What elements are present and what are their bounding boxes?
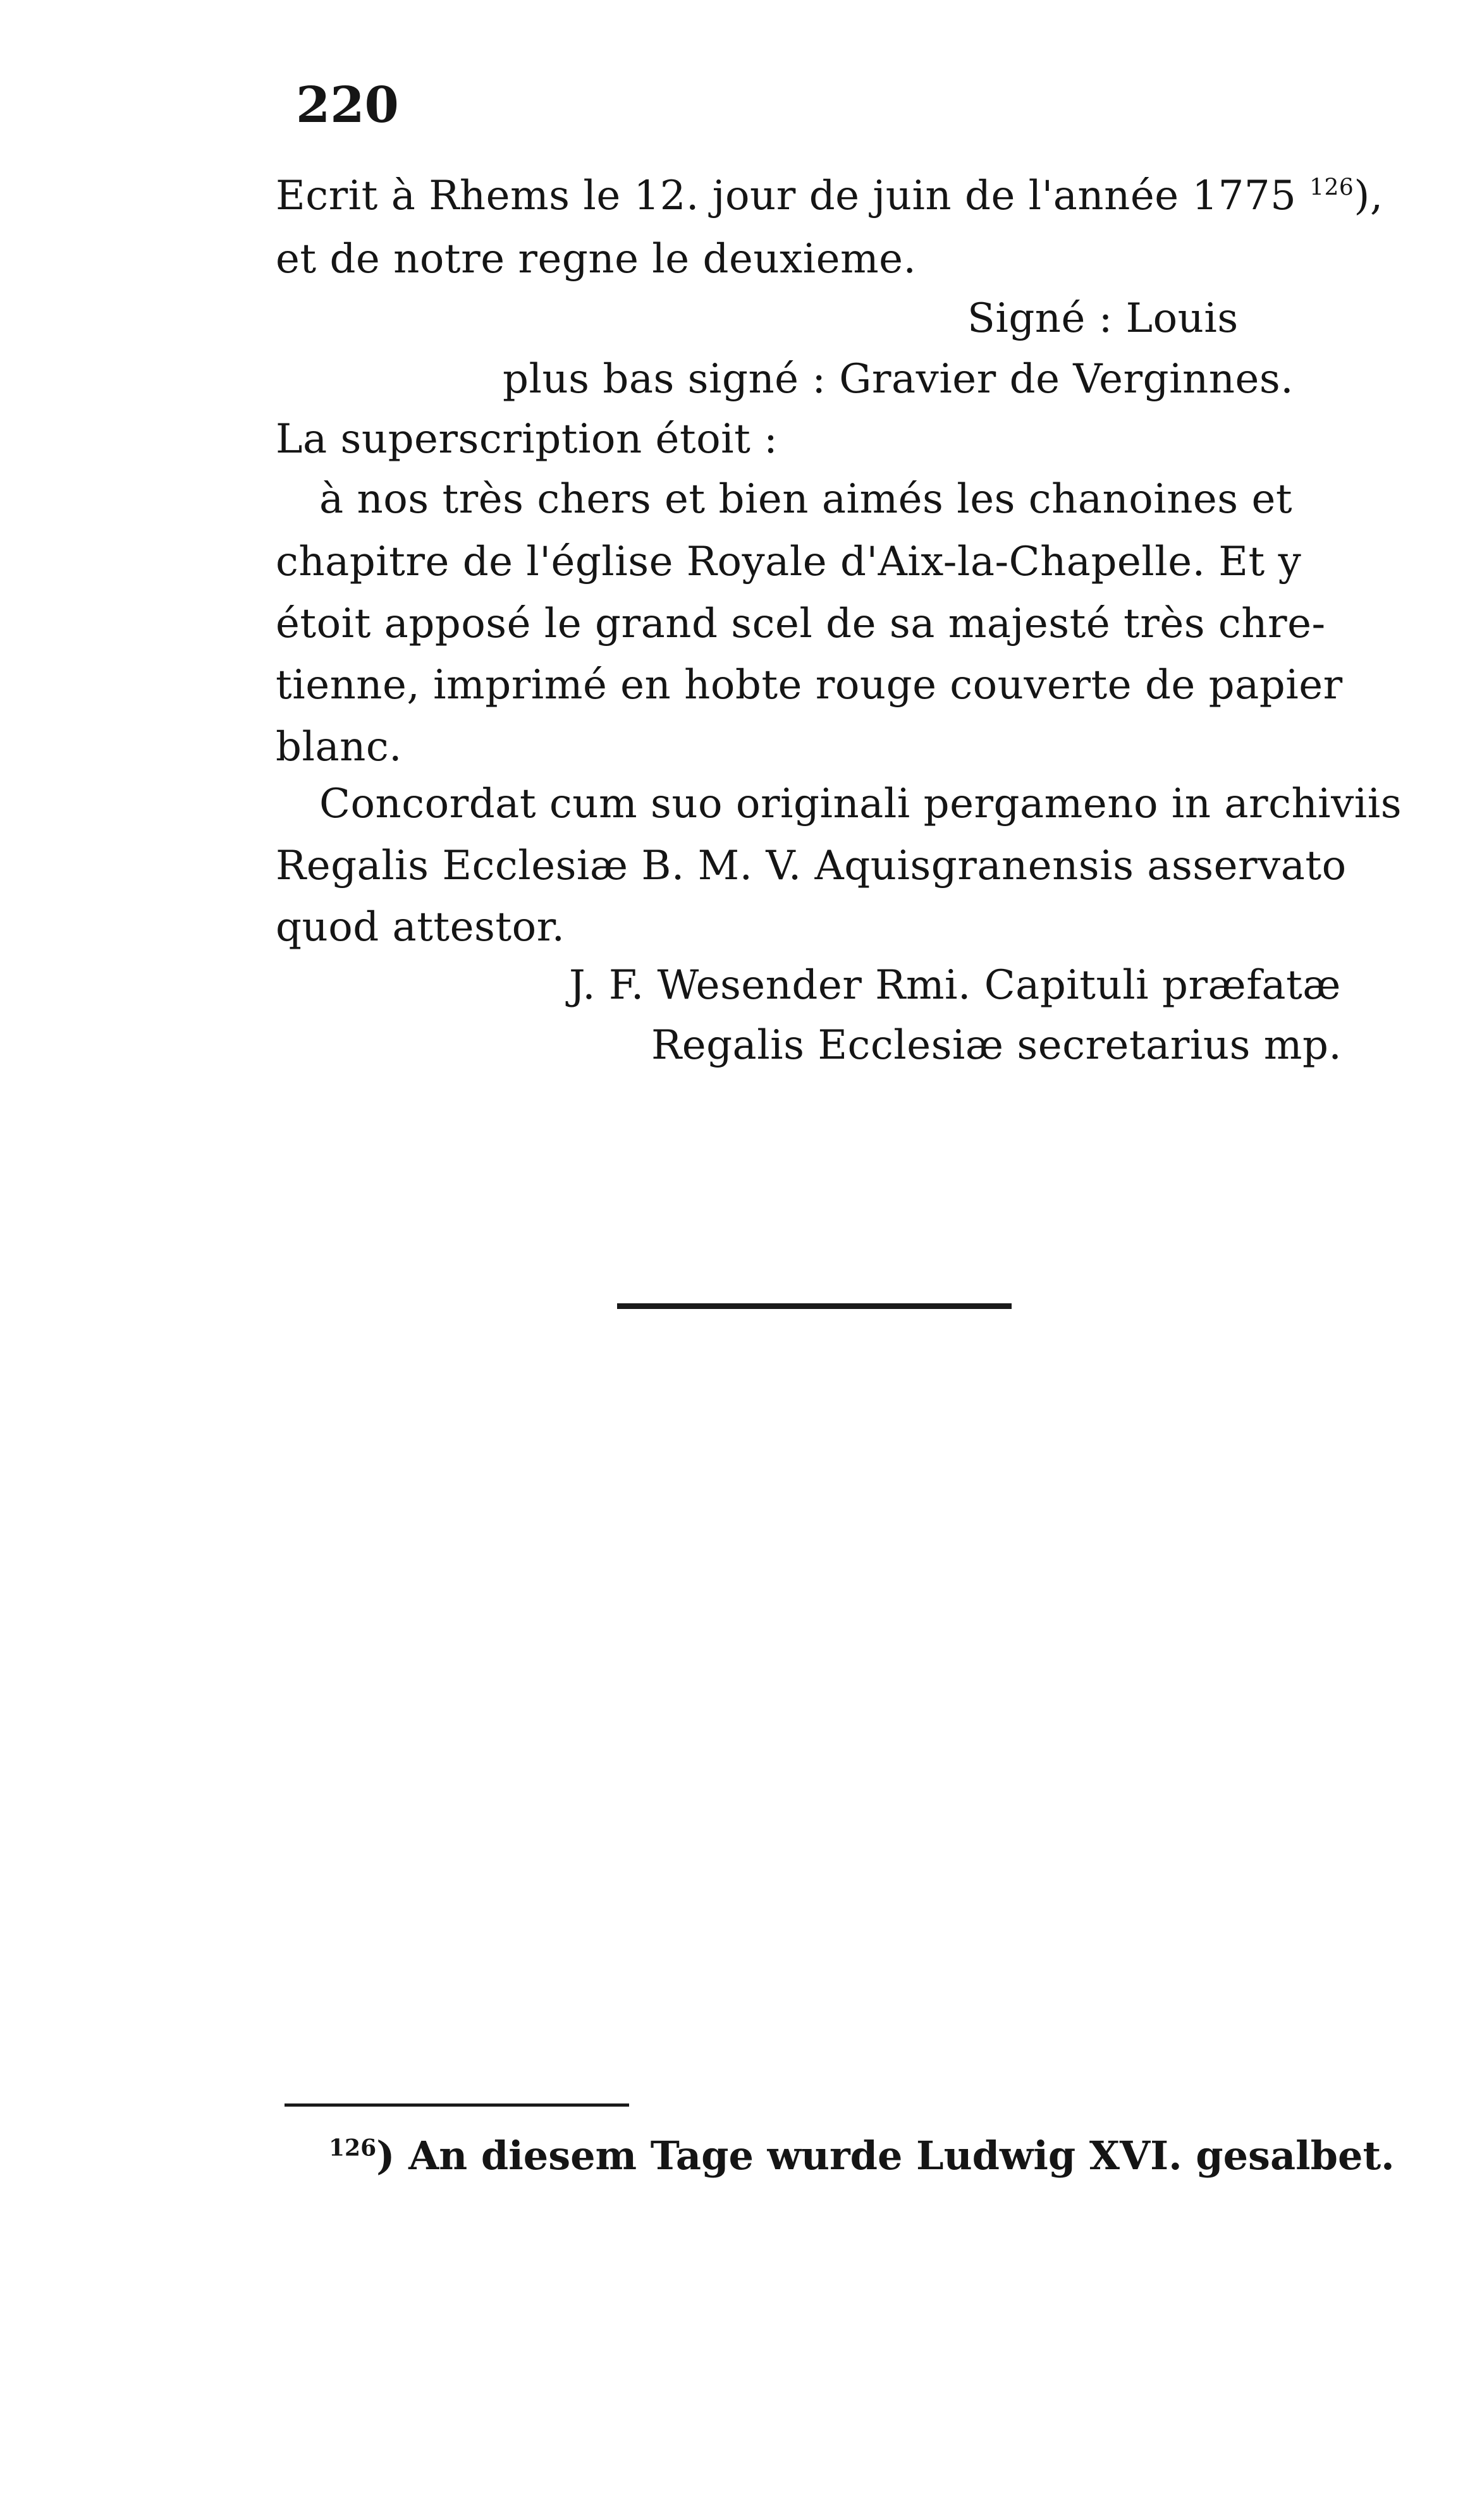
footnote-reference: 126 — [1309, 174, 1354, 201]
text-line-content: Ecrit à Rhems le 12. jour de juin de l'année 1775 — [276, 173, 1297, 219]
text-line-tail: ), — [1354, 173, 1383, 219]
footnote-number: 126 — [329, 2134, 377, 2162]
text-line: étoit apposé le grand scel de sa majesté très chre- — [276, 600, 1326, 647]
text-line: blanc. — [276, 724, 402, 770]
attestation-line: Regalis Ecclesiæ secretarius mp. — [651, 1022, 1342, 1069]
page-number: 220 — [296, 76, 399, 134]
text-line: Concordat cum suo originali pergameno in archiviis — [319, 781, 1402, 827]
signature-line: Signé : Louis — [967, 295, 1239, 342]
text-line — [276, 173, 1383, 219]
text-line: chapitre de l'église Royale d'Aix-la-Chapelle. Et y — [276, 539, 1302, 585]
footnote-text: ) An diesem Tage wurde Ludwig XVI. gesalbet. — [376, 2133, 1395, 2179]
section-divider — [617, 1303, 1012, 1309]
text-line: tienne, imprimé en hobte rouge couverte de papier — [276, 662, 1343, 709]
text-line: La superscription étoit : — [276, 416, 778, 463]
footnote — [329, 2133, 1395, 2179]
attestation-line: J. F. Wesender Rmi. Capituli præfatæ — [569, 962, 1341, 1009]
footnote-rule — [285, 2103, 629, 2107]
text-line: à nos très chers et bien aimés les chanoines et — [319, 476, 1293, 523]
text-line: Regalis Ecclesiæ B. M. V. Aquisgranensis asservato — [276, 843, 1347, 889]
countersignature-line: plus bas signé : Gravier de Verginnes. — [503, 356, 1294, 403]
text-line: et de notre regne le deuxieme. — [276, 236, 917, 283]
text-line: quod attestor. — [276, 904, 565, 951]
